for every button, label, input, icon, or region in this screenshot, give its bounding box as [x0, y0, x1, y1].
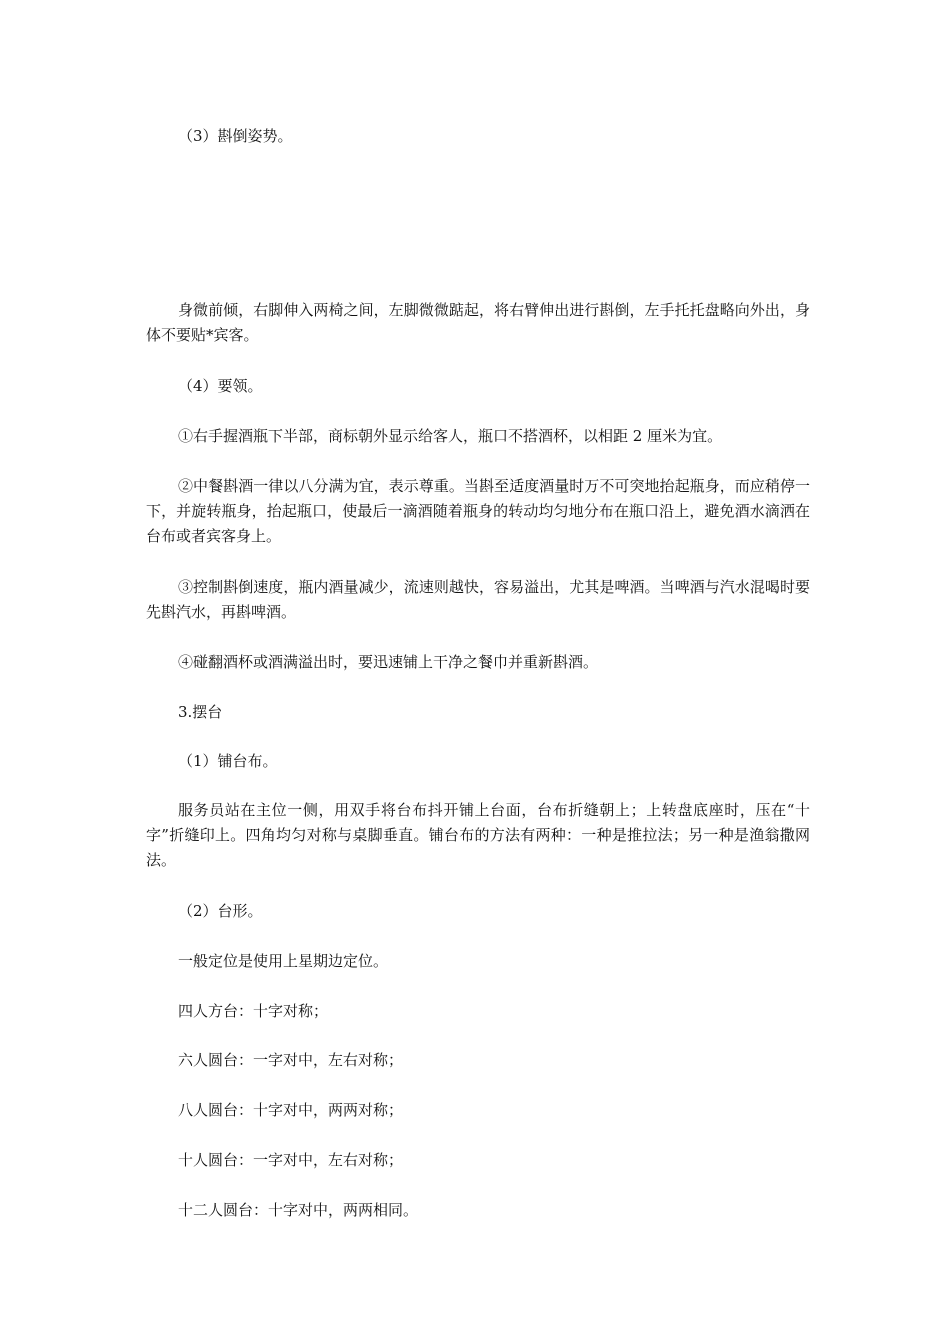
list-item-four-person-table: 四人方台：十字对称；: [178, 1002, 329, 1020]
paragraph-general-positioning: 一般定位是使用上星期边定位。: [178, 952, 389, 970]
point-4-spill-handling: ④碰翻酒杯或酒满溢出时，要迅速铺上干净之餐巾并重新斟酒。: [178, 653, 599, 671]
subheading-table-shape: （2）台形。: [178, 902, 263, 920]
list-item-ten-person-table: 十人圆台：一字对中，左右对称；: [178, 1151, 404, 1169]
subheading-laying-tablecloth: （1）铺台布。: [178, 752, 278, 770]
subheading-pouring-posture: （3）斟倒姿势。: [178, 127, 293, 145]
list-item-eight-person-table: 八人圆台：十字对中，两两对称；: [178, 1101, 404, 1119]
subheading-key-points: （4）要领。: [178, 377, 263, 395]
section-heading-table-setting: 3.摆台: [178, 703, 223, 721]
paragraph-posture-description: 身微前倾，右脚伸入两椅之间，左脚微微踮起，将右臂伸出进行斟倒，左手托托盘略向外出，身体不要贴*宾客。: [146, 301, 810, 344]
list-item-twelve-person-table: 十二人圆台：十字对中，两两相同。: [178, 1201, 419, 1219]
point-2-eighty-percent-full: ②中餐斟酒一律以八分满为宜，表示尊重。当斟至适度酒量时万不可突地抬起瓶身，而应稍停一下，并旋转瓶身，抬起瓶口，使最后一滴酒随着瓶身的转动均匀地分布在瓶口沿上，避免酒水滴洒在台布或者宾客身上。: [146, 477, 810, 545]
list-item-six-person-table: 六人圆台：一字对中，左右对称；: [178, 1051, 404, 1069]
point-3-pouring-speed: ③控制斟倒速度，瓶内酒量减少，流速则越快，容易溢出，尤其是啤酒。当啤酒与汽水混喝时要先斟汽水，再斟啤酒。: [146, 578, 810, 621]
point-1-hold-bottle: ①右手握酒瓶下半部，商标朝外显示给客人，瓶口不搭酒杯，以相距 2 厘米为宜。: [178, 427, 723, 445]
paragraph-tablecloth-method: 服务员站在主位一侧，用双手将台布抖开铺上台面，台布折缝朝上；上转盘底座时，压在“十字”折缝印上。四角均匀对称与桌脚垂直。铺台布的方法有两种：一种是推拉法；另一种是渔翁撒网法。: [146, 801, 810, 869]
